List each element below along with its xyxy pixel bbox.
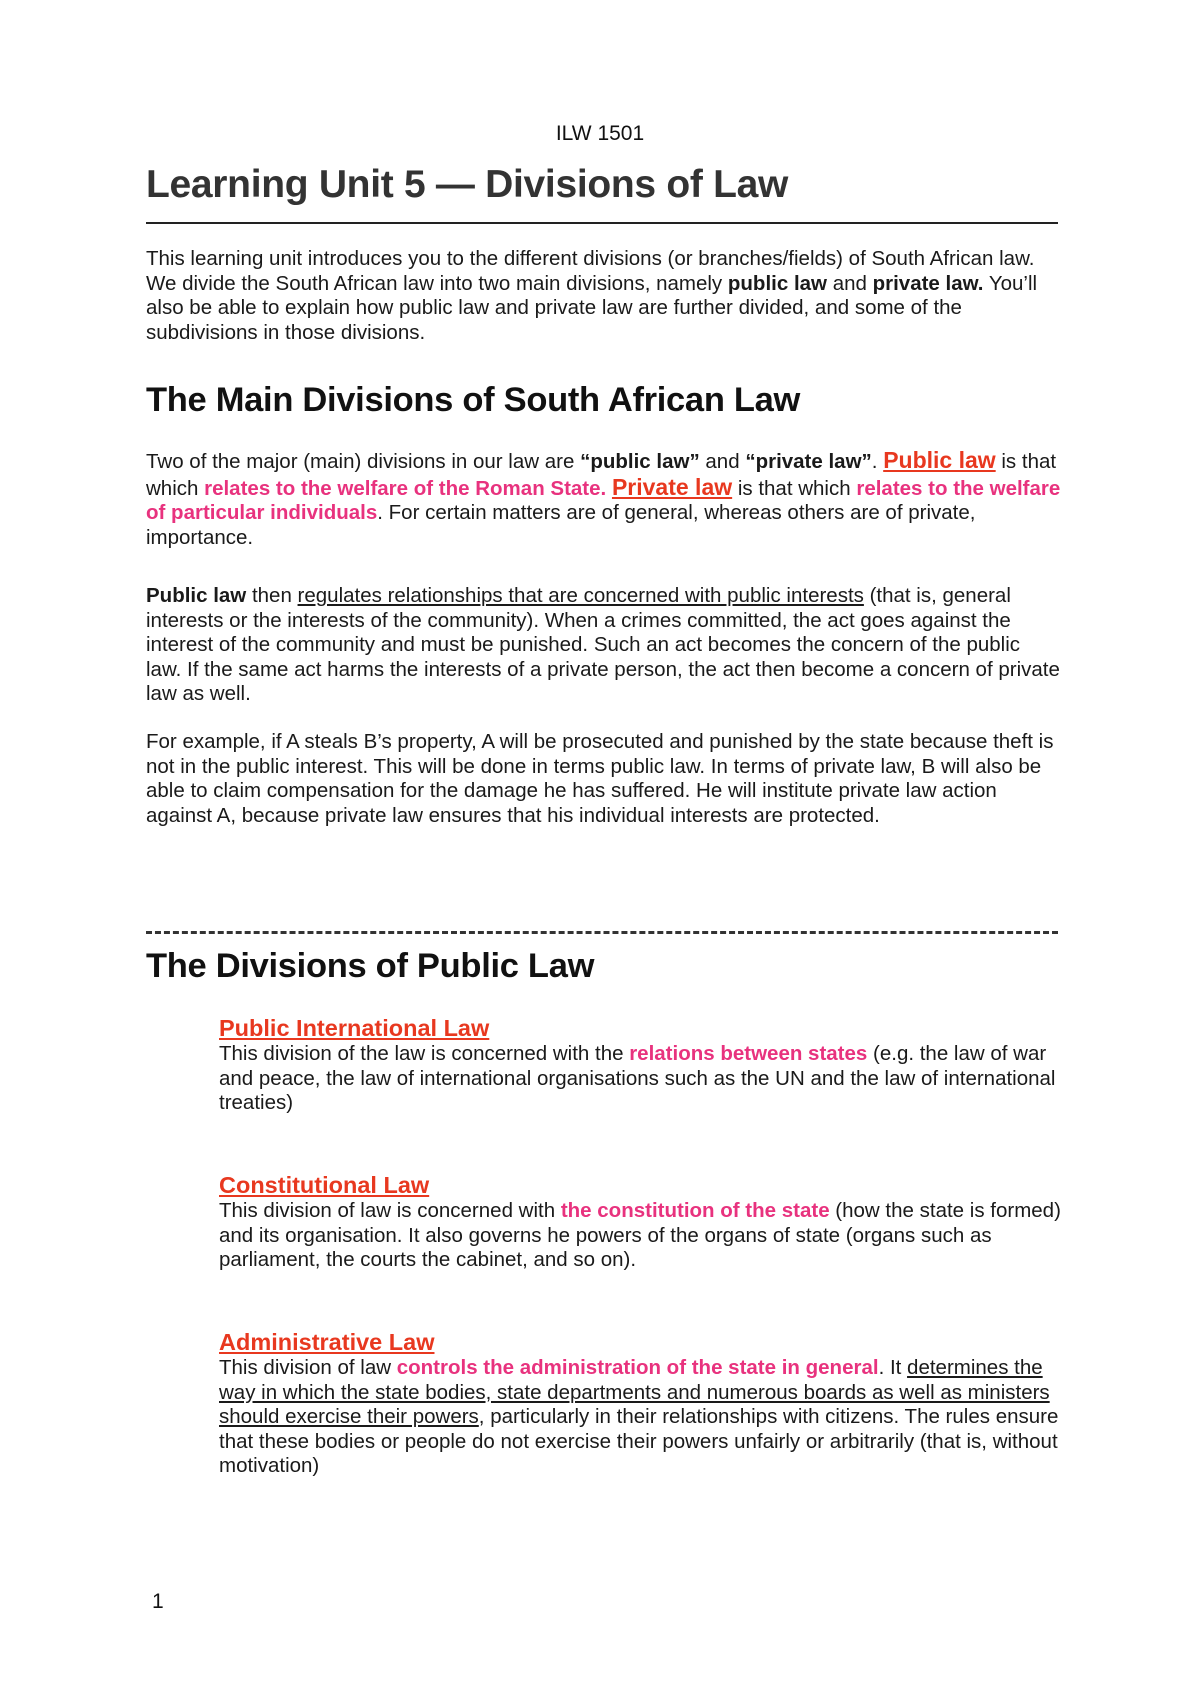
md-p2-underlined: regulates relationships that are concerned with public interests <box>297 584 864 607</box>
cl-highlight: the constitution of the state <box>560 1199 830 1222</box>
constitutional-law-link[interactable]: Constitutional Law <box>219 1172 430 1198</box>
administrative-law-body <box>219 1356 1064 1479</box>
md-p2-bold-public-law: Public law <box>146 584 247 607</box>
public-law-heading: The Divisions of Public Law <box>146 947 595 985</box>
private-law-link[interactable]: Private law <box>611 473 733 500</box>
md-p1-highlight-individuals: relates to the welfare of particular individuals <box>146 476 1061 524</box>
al-underlined: determines the way in which the state bodies, state departments and numerous boards as well as ministers should exercise their powers <box>219 1356 1050 1428</box>
constitutional-law-section <box>219 1171 1064 1273</box>
intro-text-3: You’ll also be able to explain how public law and private law are further divided, and some of the subdivisions in those divisions. <box>146 271 1038 344</box>
md-p1-highlight-roman-state: relates to the welfare of the Roman State <box>204 476 601 500</box>
al-highlight: controls the administration of the state in general <box>396 1356 879 1379</box>
intro-text-1: This learning unit introduces you to the different divisions (or branches/fields) of South African law. We divide the South African law into two main divisions, namely <box>146 247 1035 295</box>
pil-text-2: (e.g. the law of war and peace, the law of international organisations such as the UN and the law of international treaties) <box>219 1042 1056 1114</box>
public-international-law-section <box>219 1014 1064 1116</box>
md-p1-text-4: is that which <box>146 450 1057 500</box>
administrative-law-link[interactable]: Administrative Law <box>219 1329 435 1355</box>
section-divider <box>146 931 1058 934</box>
constitutional-law-body <box>219 1199 1064 1273</box>
administrative-law-section <box>219 1328 1064 1479</box>
md-p1-text-1: Two of the major (main) divisions in our law are <box>146 450 581 473</box>
cl-text-2: (how the state is formed) and its organisation. It also governs he powers of the organs of state (organs such as parliament, the courts the cabinet, and so on). <box>219 1199 1061 1271</box>
public-law-link[interactable]: Public law <box>883 447 996 473</box>
md-p1-bold-private: “private law” <box>745 450 872 473</box>
course-code: ILW 1501 <box>555 122 645 145</box>
intro-paragraph <box>146 247 1061 345</box>
al-text-1: This division of law <box>219 1356 397 1379</box>
md-p1-text-2: and <box>699 450 746 473</box>
md-p2-text-2: (that is, general interests or the interests of the community). When a crimes committed, the act goes against the interest of the community and must be punished. Such an act becomes the concern of the public law. If the same act harms the interests of a private person, the act then become a concern of private law as well. <box>146 584 1060 705</box>
main-divisions-heading: The Main Divisions of South African Law <box>146 381 801 419</box>
cl-text-1: This division of law is concerned with <box>219 1199 561 1222</box>
md-p1-text-6: is that which <box>732 476 857 500</box>
intro-text-2: and <box>827 271 873 295</box>
md-p1-bold-public: “public law” <box>580 450 700 473</box>
main-divisions-paragraph-3: For example, if A steals B’s property, A will be prosecuted and punished by the state because theft is not in the public interest. This will be done in terms public law. In terms of private law, B will also be able to claim compensation for the damage he has suffered. He will institute private law action against A, because private law ensures that his individual interests are protected. <box>146 730 1054 827</box>
md-p1-text-3: . <box>871 450 884 473</box>
md-p1-text-5: . <box>600 476 612 500</box>
md-p1-text-7: . For certain matters are of general, whereas others are of private, importance. <box>146 501 976 549</box>
intro-bold-public-law: public law <box>727 271 827 295</box>
al-text-2: . It <box>878 1356 908 1379</box>
page-number: 1 <box>152 1590 164 1613</box>
main-divisions-paragraph-2 <box>146 584 1061 707</box>
main-divisions-paragraph-1 <box>146 448 1061 550</box>
public-international-law-body <box>219 1042 1064 1116</box>
page-title: Learning Unit 5 — Divisions of Law <box>146 163 789 206</box>
intro-bold-private-law: private law. <box>872 271 984 295</box>
pil-highlight: relations between states <box>629 1042 868 1065</box>
title-rule <box>146 222 1058 224</box>
pil-text-1: This division of the law is concerned with the <box>219 1042 630 1065</box>
md-p2-text-1: then <box>246 584 298 607</box>
public-international-law-link[interactable]: Public International Law <box>219 1015 490 1041</box>
al-text-3: , particularly in their relationships with citizens. The rules ensure that these bodies or people do not exercise their powers unfairly or arbitrarily (that is, without motivation) <box>219 1405 1059 1477</box>
